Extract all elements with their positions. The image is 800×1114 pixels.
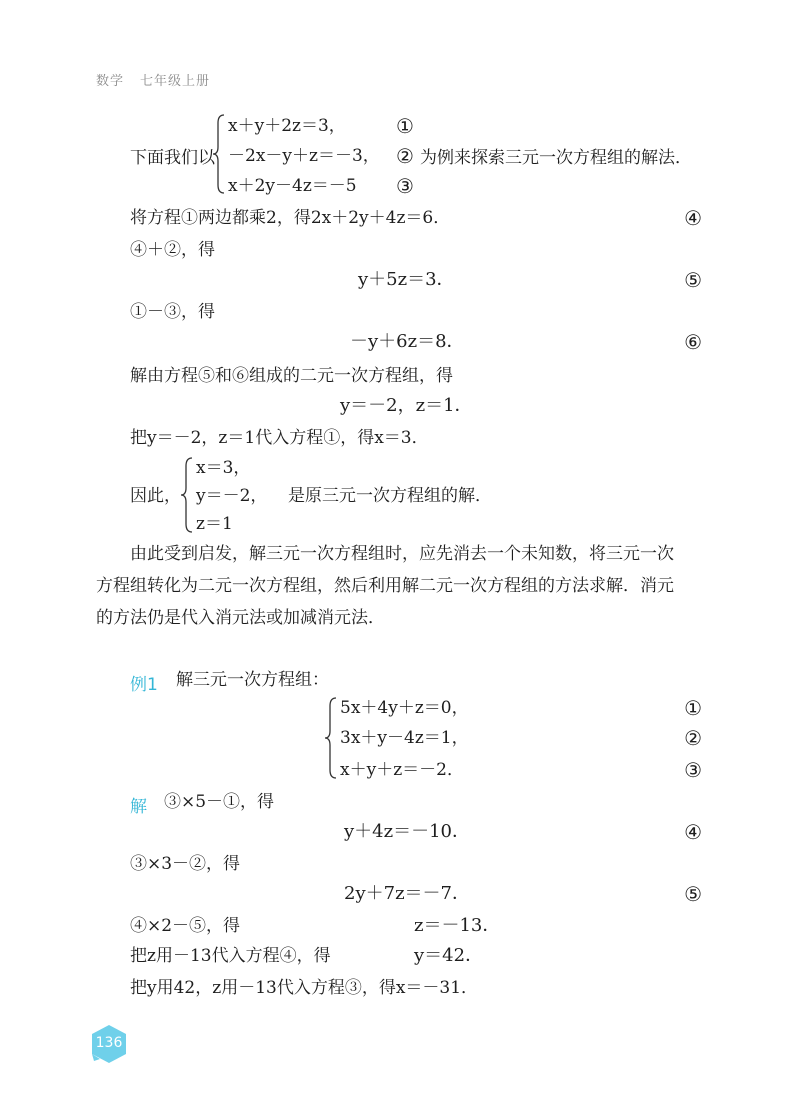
example-step3-text: ④×2－⑤，得 (130, 916, 241, 936)
example-step2-equation: 2y＋7z＝－7． (344, 883, 471, 904)
intro-num2: ② (396, 144, 414, 168)
step4-text: 解由方程⑤和⑥组成的二元一次方程组，得 (130, 366, 453, 386)
intro-num3: ③ (396, 174, 414, 198)
example-eq2: 3x＋y－4z＝1， (340, 728, 469, 748)
step4-equation: y＝－2，z＝1． (340, 395, 473, 416)
summary-line1: 由此受到启发，解三元一次方程组时，应先消去一个未知数，将三元一次 (130, 544, 674, 564)
step2-equation: y＋5z＝3． (358, 269, 455, 290)
example-step1-equation: y＋4z＝－10． (344, 821, 471, 842)
solution-suffix: 是原三元一次方程组的解． (288, 486, 492, 506)
summary-line3: 的方法仍是代入消元法或加减消元法． (96, 608, 385, 628)
example-step2-number: ⑤ (684, 882, 702, 906)
summary-line2: 方程组转化为二元一次方程组，然后利用解二元一次方程组的方法求解．消元 (96, 576, 674, 596)
example-step2-text: ③×3－②，得 (130, 854, 241, 874)
step3-number: ⑥ (684, 330, 702, 354)
example-step4-text: 把z用－13代入方程④，得 (130, 946, 331, 966)
intro-eq3: x＋2y－4z＝－5 (228, 176, 357, 196)
example-step5-text: 把y用42，z用－13代入方程③，得x＝－31． (130, 978, 479, 998)
step5-text: 把y＝－2，z＝1代入方程①，得x＝3． (130, 428, 429, 448)
intro-num1: ① (396, 114, 414, 138)
example-num3: ③ (684, 758, 702, 782)
example-step1-text: ③×5－①，得 (164, 792, 275, 812)
page-number: 136 (95, 1035, 123, 1051)
step3-equation: －y＋6z＝8． (350, 331, 465, 352)
solution-label: 解 (130, 797, 147, 817)
solution-brace (180, 456, 194, 534)
intro-brace (212, 113, 226, 195)
header-book: 七年级上册 (140, 74, 211, 89)
intro-suffix: 为例来探索三元一次方程组的解法． (420, 148, 692, 168)
intro-prefix: 下面我们以 (130, 148, 215, 168)
intro-eq1: x＋y＋2z＝3， (228, 116, 346, 136)
solution-z: z＝1 (196, 514, 233, 534)
example-num2: ② (684, 726, 702, 750)
header-subject: 数学 (96, 74, 125, 89)
example-title: 解三元一次方程组： (176, 670, 329, 690)
step1-text: 将方程①两边都乘2，得2x＋2y＋4z＝6． (130, 208, 451, 228)
solution-x: x＝3， (196, 458, 251, 478)
example-brace (324, 696, 338, 780)
example-step3-equation: z＝－13． (414, 915, 501, 936)
step2-number: ⑤ (684, 268, 702, 292)
example-eq3: x＋y＋z＝－2． (340, 760, 464, 780)
intro-eq2: －2x－y＋z＝－3， (228, 146, 380, 166)
example-step4-equation: y＝42． (414, 945, 484, 966)
step2-text: ④＋②，得 (130, 240, 215, 260)
example-eq1: 5x＋4y＋z＝0， (340, 698, 469, 718)
solution-prefix: 因此， (130, 486, 181, 506)
example-step1-number: ④ (684, 820, 702, 844)
example-num1: ① (684, 696, 702, 720)
solution-y: y＝－2， (196, 486, 268, 506)
step3-text: ①－③，得 (130, 302, 215, 322)
step1-number: ④ (684, 206, 702, 230)
example-label: 例1 (130, 675, 158, 695)
